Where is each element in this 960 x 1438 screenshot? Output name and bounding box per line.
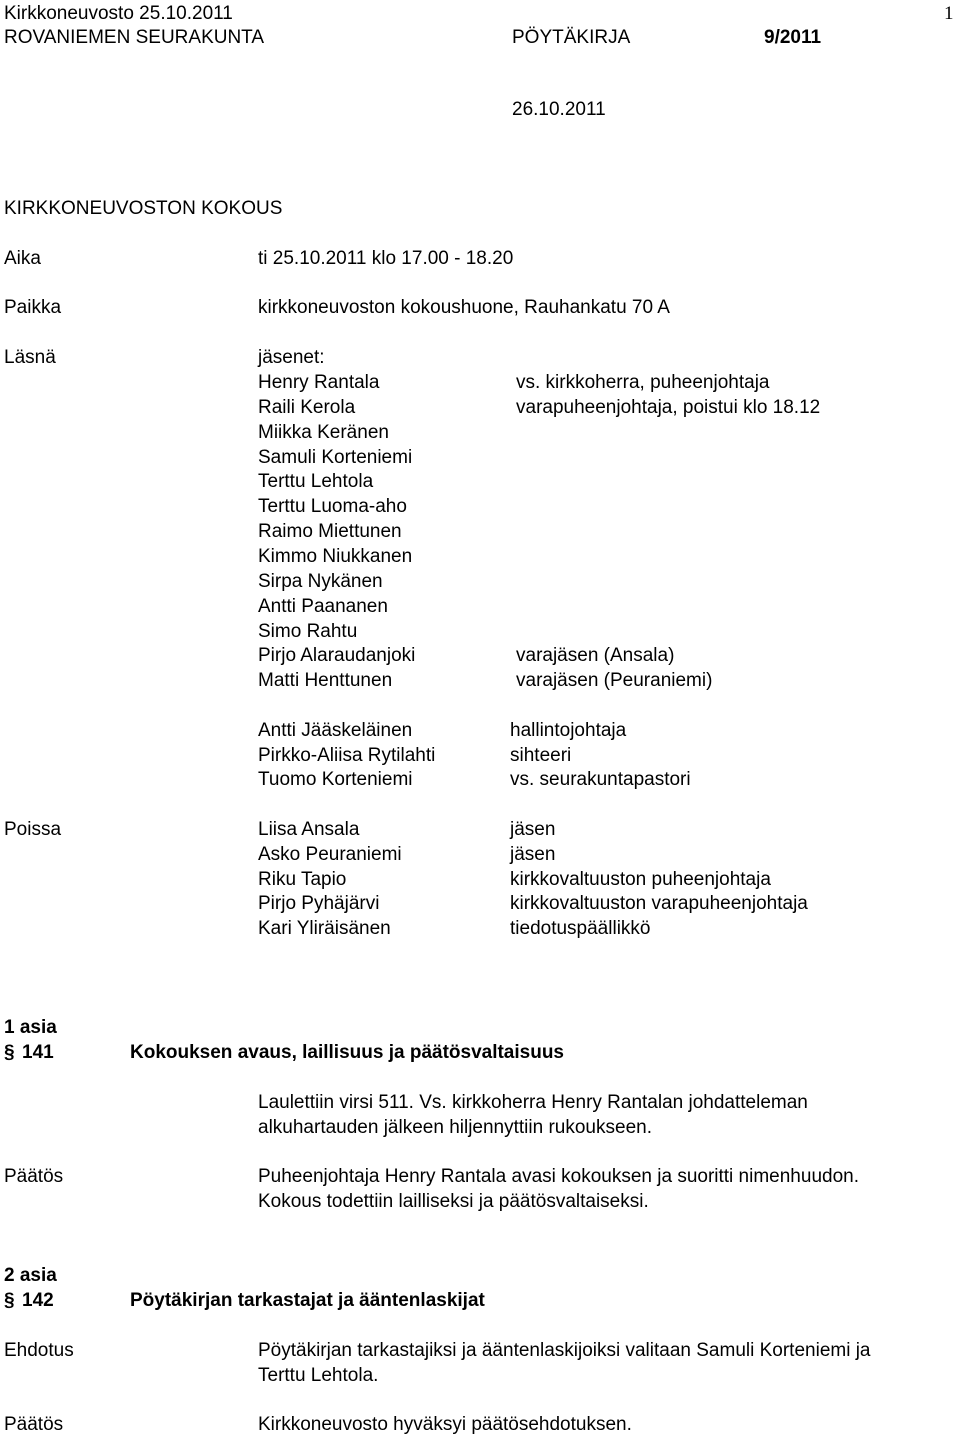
- absent-label: Poissa: [4, 819, 62, 840]
- place-value: kirkkoneuvoston kokoushuone, Rauhankatu 70 A: [258, 297, 670, 318]
- member-name: Terttu Luoma-aho: [258, 496, 407, 517]
- meeting-title: KIRKKONEUVOSTON KOKOUS: [4, 198, 283, 219]
- attendee-name: Tuomo Korteniemi: [258, 769, 413, 790]
- absent-role: jäsen: [510, 819, 556, 840]
- members-heading: jäsenet:: [258, 347, 325, 368]
- absent-name: Liisa Ansala: [258, 819, 360, 840]
- member-name: Henry Rantala: [258, 372, 380, 393]
- absent-name: Kari Yliräisänen: [258, 918, 391, 939]
- member-role: varapuheenjohtaja, poistui klo 18.12: [516, 397, 821, 418]
- member-name: Raili Kerola: [258, 397, 356, 418]
- absent-name: Riku Tapio: [258, 869, 347, 890]
- agenda-item-number: 2 asia: [4, 1265, 57, 1286]
- document-number: 9/2011: [764, 27, 822, 48]
- attendee-role: hallintojohtaja: [510, 720, 627, 741]
- section-sign: §: [4, 1042, 15, 1063]
- attendee-role: vs. seurakuntapastori: [510, 769, 691, 790]
- absent-role: kirkkovaltuuston varapuheenjohtaja: [510, 893, 808, 914]
- member-name: Pirjo Alaraudanjoki: [258, 645, 416, 666]
- agenda-item-number: 1 asia: [4, 1017, 57, 1038]
- section-number: 141: [22, 1042, 54, 1063]
- member-name: Sirpa Nykänen: [258, 571, 383, 592]
- place-label: Paikka: [4, 297, 62, 318]
- absent-role: kirkkovaltuuston puheenjohtaja: [510, 869, 771, 890]
- meeting-line: Kirkkoneuvosto 25.10.2011: [4, 3, 233, 24]
- decision-text-line: Puheenjohtaja Henry Rantala avasi kokouksen ja suoritti nimenhuudon.: [258, 1166, 859, 1187]
- attendee-role: sihteeri: [510, 745, 572, 766]
- member-name: Simo Rahtu: [258, 621, 358, 642]
- member-name: Raimo Miettunen: [258, 521, 402, 542]
- absent-role: jäsen: [510, 844, 556, 865]
- proposal-label: Ehdotus: [4, 1340, 74, 1361]
- member-role: vs. kirkkoherra, puheenjohtaja: [516, 372, 770, 393]
- member-role: varajäsen (Ansala): [516, 645, 675, 666]
- attendee-name: Pirkko-Aliisa Rytilahti: [258, 745, 436, 766]
- section-title: Kokouksen avaus, laillisuus ja päätösvaltaisuus: [130, 1042, 565, 1063]
- member-name: Antti Paananen: [258, 596, 388, 617]
- decision-text-line: Kokous todettiin lailliseksi ja päätösvaltaiseksi.: [258, 1191, 649, 1212]
- section-title: Pöytäkirjan tarkastajat ja ääntenlaskijat: [130, 1290, 485, 1311]
- proposal-text-line: Terttu Lehtola.: [258, 1365, 379, 1386]
- section-intro-line: Laulettiin virsi 511. Vs. kirkkoherra Henry Rantalan johdatteleman: [258, 1092, 808, 1113]
- section-intro-line: alkuhartauden jälkeen hiljennyttiin rukoukseen.: [258, 1117, 652, 1138]
- member-name: Kimmo Niukkanen: [258, 546, 413, 567]
- page-number: 1: [944, 3, 954, 24]
- proposal-text-line: Pöytäkirjan tarkastajiksi ja ääntenlaskijoiksi valitaan Samuli Korteniemi ja: [258, 1340, 871, 1361]
- decision-text-line: Kirkkoneuvosto hyväksyi päätösehdotuksen.: [258, 1414, 632, 1435]
- document-date: 26.10.2011: [512, 99, 606, 120]
- decision-label: Päätös: [4, 1166, 64, 1187]
- section-number: 142: [22, 1290, 54, 1311]
- absent-name: Asko Peuraniemi: [258, 844, 402, 865]
- absent-name: Pirjo Pyhäjärvi: [258, 893, 380, 914]
- member-name: Terttu Lehtola: [258, 471, 374, 492]
- present-label: Läsnä: [4, 347, 56, 368]
- decision-label: Päätös: [4, 1414, 64, 1435]
- member-name: Samuli Korteniemi: [258, 447, 413, 468]
- member-name: Matti Henttunen: [258, 670, 393, 691]
- attendee-name: Antti Jääskeläinen: [258, 720, 413, 741]
- member-role: varajäsen (Peuraniemi): [516, 670, 713, 691]
- document-type: PÖYTÄKIRJA: [512, 27, 631, 48]
- absent-role: tiedotuspäällikkö: [510, 918, 651, 939]
- section-sign: §: [4, 1290, 15, 1311]
- member-name: Miikka Keränen: [258, 422, 389, 443]
- time-value: ti 25.10.2011 klo 17.00 - 18.20: [258, 248, 514, 269]
- time-label: Aika: [4, 248, 41, 269]
- organization-name: ROVANIEMEN SEURAKUNTA: [4, 27, 265, 48]
